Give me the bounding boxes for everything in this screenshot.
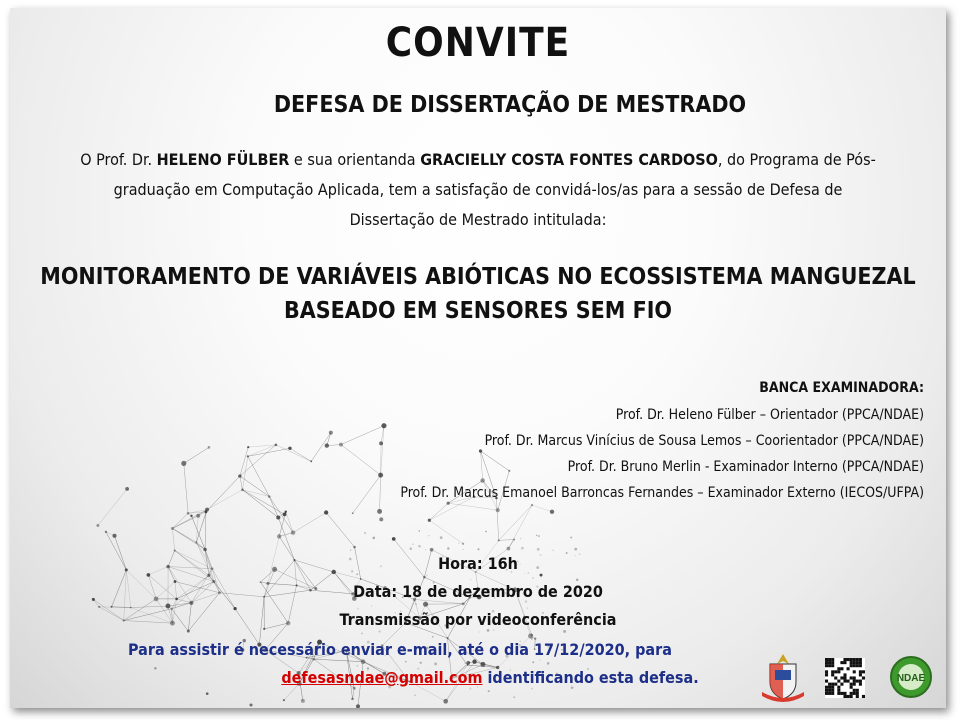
network-link — [286, 512, 293, 533]
scatter-dot — [493, 629, 494, 630]
network-link — [240, 445, 276, 476]
access-suffix: identificando esta defesa. — [482, 668, 699, 687]
qr-module — [850, 692, 853, 695]
network-node — [353, 687, 356, 690]
scatter-dot — [527, 607, 529, 609]
access-instructions: Para assistir é necessário enviar e-mail, até o dia 17/12/2020, para — [128, 640, 672, 659]
network-link — [242, 490, 278, 518]
qr-module — [853, 680, 856, 683]
scatter-dot — [356, 665, 358, 667]
network-node — [378, 473, 383, 478]
qr-module — [862, 670, 865, 673]
scatter-dot — [541, 576, 542, 577]
network-node — [531, 634, 533, 636]
qr-module — [856, 695, 859, 698]
network-link — [481, 451, 483, 480]
network-node — [377, 509, 382, 514]
qr-module — [859, 661, 862, 664]
network-node — [238, 474, 241, 477]
network-link — [341, 445, 381, 476]
network-node — [275, 443, 278, 446]
qr-module — [825, 673, 828, 676]
invitation-card — [10, 8, 946, 708]
event-transmission: Transmissão por videoconferência — [339, 610, 617, 629]
qr-module — [837, 667, 840, 670]
qr-module — [853, 689, 856, 692]
network-node — [531, 504, 533, 506]
scatter-dot — [373, 537, 376, 540]
network-node — [310, 460, 312, 462]
network-link — [172, 513, 188, 528]
qr-module — [828, 686, 831, 689]
scatter-dot — [547, 662, 550, 665]
ndae-logo-text: NDAE — [896, 673, 926, 684]
qr-module — [853, 658, 856, 661]
network-node — [268, 495, 271, 498]
network-link — [207, 490, 242, 510]
network-link — [429, 520, 463, 543]
scatter-dot — [576, 579, 579, 582]
qr-code-logo — [825, 658, 865, 698]
scatter-dot — [532, 577, 534, 579]
network-node — [339, 443, 343, 447]
scatter-dot — [520, 538, 521, 539]
intro-mid: e sua orientanda — [289, 150, 421, 169]
qr-module — [834, 670, 837, 673]
network-node — [98, 606, 100, 608]
qr-module — [834, 676, 837, 679]
qr-module — [840, 676, 843, 679]
qr-module — [859, 683, 862, 686]
network-node — [360, 578, 362, 580]
event-time: Hora: 16h — [438, 554, 518, 573]
network-node — [112, 534, 116, 538]
committee-member: Prof. Dr. Marcus Vinícius de Sousa Lemos – Coorientador (PPCA/NDAE) — [484, 433, 924, 449]
qr-module — [850, 683, 853, 686]
scatter-dot — [513, 696, 515, 698]
qr-module — [853, 683, 856, 686]
network-link — [99, 607, 131, 608]
network-node — [276, 515, 280, 519]
scatter-dot — [485, 531, 487, 533]
network-node — [480, 478, 485, 483]
scatter-dot — [531, 688, 533, 690]
scatter-dot — [532, 661, 534, 663]
scatter-dot — [536, 535, 538, 537]
network-link — [242, 490, 284, 515]
network-node — [207, 574, 210, 577]
network-node — [428, 519, 431, 522]
network-node — [423, 602, 428, 607]
qr-module — [834, 683, 837, 686]
scatter-dot — [458, 542, 459, 543]
scatter-dot — [539, 659, 540, 660]
network-link — [269, 496, 293, 532]
network-link — [380, 475, 381, 511]
qr-module — [856, 680, 859, 683]
qr-module — [825, 689, 828, 692]
qr-module — [831, 686, 834, 689]
network-link — [269, 496, 278, 517]
scatter-dot — [425, 549, 426, 550]
network-link — [172, 528, 205, 549]
network-link — [248, 456, 269, 496]
qr-module — [837, 670, 840, 673]
qr-module — [847, 695, 850, 698]
network-node — [479, 449, 482, 452]
scatter-dot — [574, 548, 577, 551]
scatter-dot — [487, 629, 490, 632]
qr-module — [853, 676, 856, 679]
qr-module — [825, 692, 828, 695]
scatter-dot — [464, 662, 466, 664]
scatter-dot — [418, 530, 420, 532]
qr-module — [843, 673, 846, 676]
ufpa-crest-logo — [758, 652, 808, 704]
scatter-dot — [415, 603, 417, 605]
scatter-dot — [570, 536, 572, 538]
scatter-dot — [479, 631, 480, 632]
network-link — [496, 498, 498, 540]
qr-module — [828, 664, 831, 667]
network-node — [430, 548, 434, 552]
scatter-dot — [356, 573, 358, 575]
student-name: GRACIELLY COSTA FONTES CARDOSO — [420, 150, 718, 169]
network-link — [499, 540, 515, 541]
network-link — [314, 659, 363, 662]
network-node — [446, 637, 448, 639]
scatter-dot — [350, 550, 351, 551]
network-node — [206, 692, 209, 695]
network-node — [189, 601, 193, 605]
access-email-line — [190, 668, 790, 687]
network-node — [187, 630, 190, 633]
network-link — [276, 445, 311, 462]
qr-module — [859, 670, 862, 673]
network-link — [98, 489, 127, 526]
network-node — [462, 602, 465, 605]
qr-module — [828, 658, 831, 661]
scatter-dot — [426, 574, 428, 576]
network-link — [499, 505, 532, 540]
qr-module — [837, 680, 840, 683]
qr-module — [825, 664, 828, 667]
network-node — [325, 443, 329, 447]
network-node — [283, 512, 287, 516]
scatter-dot — [563, 630, 566, 633]
invitation-title: CONVITE — [385, 20, 571, 66]
dissertation-title-line-1: MONITORAMENTO DE VARIÁVEIS ABIÓTICAS NO ECOSSISTEMA MANGUEZAL — [40, 264, 916, 290]
scatter-dot — [537, 548, 540, 551]
network-node — [174, 549, 176, 551]
qr-module — [859, 673, 862, 676]
network-node — [247, 446, 249, 448]
qr-module — [843, 658, 846, 661]
scatter-dot — [428, 535, 429, 536]
qr-module — [853, 670, 856, 673]
qr-module — [847, 658, 850, 661]
network-link — [341, 426, 384, 445]
network-node — [241, 488, 244, 491]
network-node — [379, 441, 383, 445]
network-node — [379, 517, 383, 521]
network-link — [326, 513, 354, 548]
network-node — [361, 659, 366, 664]
network-node — [356, 704, 360, 708]
qr-module — [837, 686, 840, 689]
network-link — [248, 448, 290, 456]
network-node — [392, 537, 396, 541]
scatter-dot — [364, 532, 366, 534]
network-node — [171, 527, 174, 530]
event-subtitle: DEFESA DE DISSERTAÇÃO DE MESTRADO — [273, 92, 747, 118]
qr-module — [831, 673, 834, 676]
scatter-dot — [420, 662, 422, 664]
scatter-dot — [521, 547, 524, 550]
network-node — [513, 539, 515, 541]
qr-module — [856, 689, 859, 692]
network-link — [290, 448, 311, 461]
network-node — [423, 576, 426, 579]
scatter-dot — [410, 547, 413, 550]
network-node — [203, 548, 207, 552]
scatter-dot — [412, 543, 414, 545]
qr-module — [825, 658, 828, 661]
network-link — [532, 505, 552, 512]
qr-module — [843, 695, 846, 698]
qr-module — [840, 692, 843, 695]
scatter-dot — [361, 633, 363, 635]
network-node — [301, 699, 305, 703]
scatter-dot — [470, 579, 472, 581]
network-node — [190, 515, 192, 517]
scatter-dot — [418, 545, 421, 548]
scatter-dot — [552, 550, 553, 551]
qr-module — [850, 676, 853, 679]
network-node — [496, 508, 500, 512]
qr-module — [840, 683, 843, 686]
network-node — [277, 534, 282, 539]
qr-module — [843, 692, 846, 695]
network-node — [249, 704, 252, 707]
qr-module — [831, 670, 834, 673]
committee-member: Prof. Dr. Bruno Merlin - Examinador Interno (PPCA/NDAE) — [567, 459, 924, 475]
network-node — [288, 447, 291, 450]
network-link — [131, 606, 168, 608]
qr-module — [828, 692, 831, 695]
network-node — [196, 514, 200, 518]
qr-module — [850, 686, 853, 689]
qr-module — [856, 692, 859, 695]
scatter-dot — [440, 536, 443, 539]
network-node — [540, 574, 543, 577]
qr-module — [853, 692, 856, 695]
scatter-dot — [469, 688, 471, 690]
network-link — [205, 512, 206, 550]
qr-module — [828, 661, 831, 664]
network-link — [508, 505, 532, 549]
network-node — [353, 546, 356, 549]
qr-module — [831, 683, 834, 686]
network-node — [154, 667, 156, 669]
qr-module — [831, 661, 834, 664]
qr-module — [856, 664, 859, 667]
qr-module — [850, 658, 853, 661]
network-node — [291, 530, 296, 535]
qr-module — [856, 658, 859, 661]
scatter-dot — [378, 630, 380, 632]
network-node — [462, 543, 464, 545]
email-link[interactable]: defesasndae@gmail.com — [281, 668, 483, 687]
qr-module — [847, 667, 850, 670]
qr-module — [825, 670, 828, 673]
network-link — [353, 688, 355, 699]
intro-line-2: graduação em Computação Aplicada, tem a satisfação de convidá-los/as para a sessão de Defesa de — [113, 180, 843, 199]
network-node — [472, 659, 476, 663]
qr-module — [850, 695, 853, 698]
network-node — [130, 607, 132, 609]
qr-module — [825, 686, 828, 689]
network-node — [165, 604, 170, 609]
network-node — [125, 487, 129, 491]
scatter-dot — [488, 690, 490, 692]
qr-module — [825, 661, 828, 664]
qr-module — [843, 676, 846, 679]
network-node — [447, 502, 450, 505]
network-node — [105, 531, 107, 533]
network-node — [381, 423, 386, 428]
network-node — [205, 510, 208, 513]
intro-line-1 — [10, 150, 946, 169]
network-node — [466, 661, 470, 665]
network-node — [208, 446, 211, 449]
scatter-dot — [414, 694, 415, 695]
network-node — [283, 699, 285, 701]
network-node — [187, 512, 190, 515]
qr-module — [837, 689, 840, 692]
network-link — [184, 463, 188, 513]
scatter-dot — [434, 662, 437, 665]
intro-suffix: , do Programa de Pós- — [717, 150, 876, 169]
qr-module — [859, 680, 862, 683]
qr-module — [843, 680, 846, 683]
qr-module — [850, 664, 853, 667]
qr-module — [831, 689, 834, 692]
qr-module — [856, 661, 859, 664]
committee-heading: BANCA EXAMINADORA: — [759, 380, 924, 396]
network-node — [181, 461, 186, 466]
network-link — [353, 475, 381, 513]
intro-line-3: Dissertação de Mestrado intitulada: — [349, 210, 607, 229]
network-link — [240, 476, 243, 490]
network-node — [351, 698, 354, 701]
scatter-dot — [447, 547, 449, 549]
network-link — [481, 451, 510, 471]
network-node — [506, 547, 510, 551]
scatter-dot — [405, 661, 407, 663]
dissertation-title-line-2: BASEADO EM SENSORES SEM FIO — [283, 298, 673, 324]
qr-module — [831, 692, 834, 695]
qr-module — [859, 664, 862, 667]
committee-member: Prof. Dr. Marcus Emanoel Barroncas Fernandes – Examinador Externo (IECOS/UFPA) — [400, 485, 924, 501]
intro-prefix: O Prof. Dr. — [80, 150, 157, 169]
event-date: Data: 18 de dezembro de 2020 — [353, 582, 603, 601]
advisor-name: HELENO FÜLBER — [156, 150, 290, 169]
scatter-dot — [477, 548, 479, 550]
scatter-dot — [463, 549, 464, 550]
network-link — [293, 513, 326, 533]
committee-member: Prof. Dr. Heleno Fülber – Orientador (PPCA/NDAE) — [615, 407, 924, 423]
qr-module — [831, 658, 834, 661]
network-node — [324, 510, 328, 514]
network-node — [247, 455, 249, 457]
qr-module — [862, 676, 865, 679]
network-link — [172, 528, 174, 550]
qr-module — [843, 661, 846, 664]
qr-module — [837, 692, 840, 695]
qr-module — [859, 658, 862, 661]
qr-module — [840, 667, 843, 670]
network-node — [498, 539, 500, 541]
network-node — [443, 699, 448, 704]
network-link — [248, 445, 276, 457]
network-node — [508, 470, 510, 472]
qr-module — [862, 695, 865, 698]
network-node — [480, 662, 485, 667]
qr-module — [853, 664, 856, 667]
qr-module — [850, 661, 853, 664]
network-node — [285, 511, 287, 513]
scatter-dot — [538, 535, 540, 537]
network-link — [184, 447, 209, 463]
qr-module — [825, 680, 828, 683]
qr-module — [831, 664, 834, 667]
network-node — [110, 606, 112, 608]
scatter-dot — [371, 605, 372, 606]
network-node — [147, 573, 151, 577]
qr-module — [840, 661, 843, 664]
network-node — [195, 541, 197, 543]
network-node — [528, 633, 533, 638]
qr-module — [828, 683, 831, 686]
network-node — [352, 512, 354, 514]
scatter-dot — [432, 636, 434, 638]
qr-module — [828, 689, 831, 692]
qr-module — [853, 661, 856, 664]
qr-module — [847, 680, 850, 683]
network-node — [96, 524, 99, 527]
ndae-logo — [888, 652, 934, 702]
scatter-dot — [524, 573, 525, 574]
network-node — [550, 510, 554, 514]
network-node — [329, 431, 333, 435]
